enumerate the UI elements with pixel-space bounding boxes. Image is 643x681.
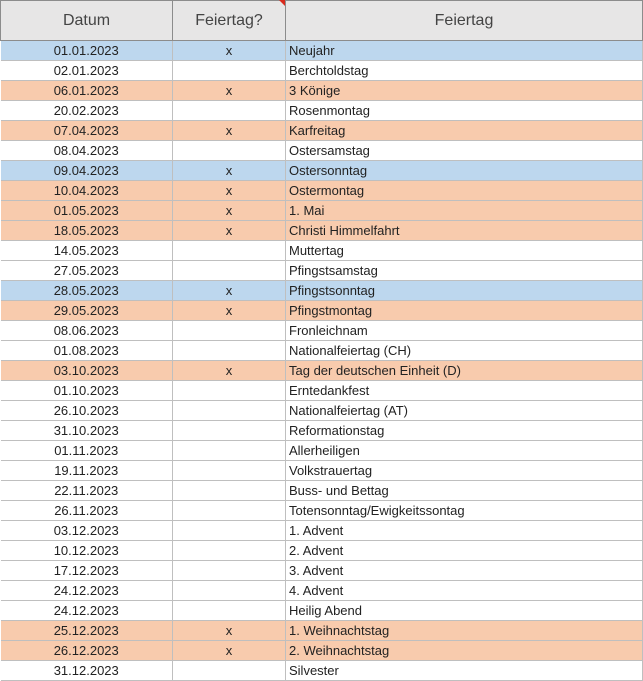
table-row: [1, 401, 643, 421]
cell-holiday-name[interactable]: Allerheiligen: [286, 441, 643, 461]
cell-holiday-flag[interactable]: x: [173, 181, 286, 201]
cell-holiday-name[interactable]: Silvester: [286, 661, 643, 681]
table-row: [1, 621, 643, 641]
cell-holiday-flag[interactable]: [173, 501, 286, 521]
table-row: [1, 641, 643, 661]
cell-holiday-name[interactable]: Rosenmontag: [286, 101, 643, 121]
cell-date[interactable]: 26.10.2023: [1, 401, 173, 421]
table-row: [1, 561, 643, 581]
cell-holiday-name[interactable]: Karfreitag: [286, 121, 643, 141]
cell-holiday-name[interactable]: 1. Advent: [286, 521, 643, 541]
cell-holiday-name[interactable]: Ostersonntag: [286, 161, 643, 181]
cell-date[interactable]: 14.05.2023: [1, 241, 173, 261]
cell-date[interactable]: 24.12.2023: [1, 601, 173, 621]
table-row: [1, 581, 643, 601]
cell-date[interactable]: 24.12.2023: [1, 581, 173, 601]
cell-holiday-flag[interactable]: [173, 561, 286, 581]
cell-holiday-flag[interactable]: [173, 661, 286, 681]
cell-holiday-flag[interactable]: x: [173, 301, 286, 321]
cell-holiday-name[interactable]: Berchtoldstag: [286, 61, 643, 81]
cell-holiday-flag[interactable]: x: [173, 281, 286, 301]
header-row: [1, 1, 643, 41]
table-row: [1, 141, 643, 161]
cell-holiday-name[interactable]: 1. Mai: [286, 201, 643, 221]
cell-date[interactable]: 03.10.2023: [1, 361, 173, 381]
cell-date[interactable]: 09.04.2023: [1, 161, 173, 181]
cell-date[interactable]: 01.08.2023: [1, 341, 173, 361]
cell-holiday-flag[interactable]: [173, 461, 286, 481]
table-row: [1, 201, 643, 221]
cell-holiday-flag[interactable]: [173, 541, 286, 561]
cell-holiday-name[interactable]: Buss- und Bettag: [286, 481, 643, 501]
table-row: [1, 241, 643, 261]
table-row: [1, 301, 643, 321]
cell-date[interactable]: 22.11.2023: [1, 481, 173, 501]
cell-date[interactable]: 07.04.2023: [1, 121, 173, 141]
cell-holiday-name[interactable]: Ostersamstag: [286, 141, 643, 161]
cell-holiday-flag[interactable]: [173, 101, 286, 121]
cell-holiday-name[interactable]: Erntedankfest: [286, 381, 643, 401]
table-row: [1, 121, 643, 141]
table-row: [1, 221, 643, 241]
table-row: [1, 81, 643, 101]
cell-date[interactable]: 17.12.2023: [1, 561, 173, 581]
cell-holiday-flag[interactable]: x: [173, 81, 286, 101]
cell-holiday-flag[interactable]: [173, 421, 286, 441]
cell-holiday-name[interactable]: Neujahr: [286, 41, 643, 61]
cell-holiday-name[interactable]: 1. Weihnachtstag: [286, 621, 643, 641]
table-row: [1, 481, 643, 501]
cell-date[interactable]: 03.12.2023: [1, 521, 173, 541]
cell-date[interactable]: 27.05.2023: [1, 261, 173, 281]
cell-date[interactable]: 19.11.2023: [1, 461, 173, 481]
cell-holiday-name[interactable]: Fronleichnam: [286, 321, 643, 341]
cell-date[interactable]: 28.05.2023: [1, 281, 173, 301]
cell-holiday-flag[interactable]: x: [173, 121, 286, 141]
cell-holiday-name[interactable]: 4. Advent: [286, 581, 643, 601]
cell-holiday-flag[interactable]: x: [173, 201, 286, 221]
table-row: [1, 261, 643, 281]
comment-indicator-icon[interactable]: [279, 0, 285, 6]
cell-holiday-name[interactable]: Ostermontag: [286, 181, 643, 201]
cell-holiday-name[interactable]: Heilig Abend: [286, 601, 643, 621]
cell-holiday-name[interactable]: Tag der deutschen Einheit (D): [286, 361, 643, 381]
table-row: [1, 181, 643, 201]
cell-holiday-flag[interactable]: [173, 261, 286, 281]
cell-date[interactable]: 10.04.2023: [1, 181, 173, 201]
cell-date[interactable]: 01.10.2023: [1, 381, 173, 401]
table-row: [1, 61, 643, 81]
cell-holiday-flag[interactable]: [173, 321, 286, 341]
cell-holiday-flag[interactable]: x: [173, 641, 286, 661]
cell-holiday-name[interactable]: Muttertag: [286, 241, 643, 261]
table-row: [1, 41, 643, 61]
cell-holiday-flag[interactable]: x: [173, 621, 286, 641]
table-row: [1, 101, 643, 121]
cell-holiday-name[interactable]: 2. Advent: [286, 541, 643, 561]
cell-holiday-flag[interactable]: [173, 481, 286, 501]
table-row: [1, 541, 643, 561]
cell-holiday-flag[interactable]: [173, 581, 286, 601]
cell-holiday-flag[interactable]: [173, 241, 286, 261]
cell-date[interactable]: 10.12.2023: [1, 541, 173, 561]
cell-date[interactable]: 26.11.2023: [1, 501, 173, 521]
cell-date[interactable]: 08.04.2023: [1, 141, 173, 161]
cell-date[interactable]: 25.12.2023: [1, 621, 173, 641]
cell-holiday-name[interactable]: Reformationstag: [286, 421, 643, 441]
cell-date[interactable]: 08.06.2023: [1, 321, 173, 341]
cell-date[interactable]: 29.05.2023: [1, 301, 173, 321]
table-row: [1, 421, 643, 441]
cell-holiday-name[interactable]: Pfingstsonntag: [286, 281, 643, 301]
header-feiertag[interactable]: Feiertag: [286, 1, 643, 41]
table-row: [1, 361, 643, 381]
cell-holiday-flag[interactable]: x: [173, 161, 286, 181]
table-row: [1, 441, 643, 461]
cell-holiday-flag[interactable]: [173, 341, 286, 361]
cell-date[interactable]: 01.11.2023: [1, 441, 173, 461]
table-row: [1, 161, 643, 181]
cell-holiday-name[interactable]: Christi Himmelfahrt: [286, 221, 643, 241]
cell-holiday-name[interactable]: 3 Könige: [286, 81, 643, 101]
table-row: [1, 521, 643, 541]
table-row: [1, 661, 643, 681]
cell-holiday-name[interactable]: Nationalfeiertag (CH): [286, 341, 643, 361]
cell-date[interactable]: 18.05.2023: [1, 221, 173, 241]
cell-holiday-flag[interactable]: [173, 401, 286, 421]
cell-date[interactable]: 01.01.2023: [1, 41, 173, 61]
table-row: [1, 601, 643, 621]
cell-holiday-flag[interactable]: [173, 521, 286, 541]
cell-holiday-flag[interactable]: [173, 381, 286, 401]
table-row: [1, 281, 643, 301]
cell-holiday-name[interactable]: Pfingstsamstag: [286, 261, 643, 281]
table-row: [1, 341, 643, 361]
cell-holiday-name[interactable]: Nationalfeiertag (AT): [286, 401, 643, 421]
cell-holiday-flag[interactable]: [173, 141, 286, 161]
table-row: [1, 381, 643, 401]
cell-holiday-flag[interactable]: x: [173, 221, 286, 241]
cell-holiday-flag[interactable]: x: [173, 361, 286, 381]
cell-date[interactable]: 26.12.2023: [1, 641, 173, 661]
cell-date[interactable]: 02.01.2023: [1, 61, 173, 81]
table-row: [1, 461, 643, 481]
cell-holiday-name[interactable]: Totensonntag/Ewigkeitssontag: [286, 501, 643, 521]
header-feiertag-flag[interactable]: Feiertag?: [173, 1, 286, 41]
table-row: [1, 501, 643, 521]
cell-date[interactable]: 06.01.2023: [1, 81, 173, 101]
cell-date[interactable]: 31.12.2023: [1, 661, 173, 681]
table-row: [1, 321, 643, 341]
cell-date[interactable]: 31.10.2023: [1, 421, 173, 441]
cell-holiday-flag[interactable]: [173, 441, 286, 461]
header-datum[interactable]: Datum: [1, 1, 173, 41]
cell-holiday-name[interactable]: Volkstrauertag: [286, 461, 643, 481]
cell-date[interactable]: 01.05.2023: [1, 201, 173, 221]
cell-holiday-flag[interactable]: [173, 601, 286, 621]
cell-holiday-flag[interactable]: [173, 61, 286, 81]
cell-date[interactable]: 20.02.2023: [1, 101, 173, 121]
cell-holiday-flag[interactable]: x: [173, 41, 286, 61]
cell-holiday-name[interactable]: Pfingstmontag: [286, 301, 643, 321]
cell-holiday-name[interactable]: 2. Weihnachtstag: [286, 641, 643, 661]
cell-holiday-name[interactable]: 3. Advent: [286, 561, 643, 581]
